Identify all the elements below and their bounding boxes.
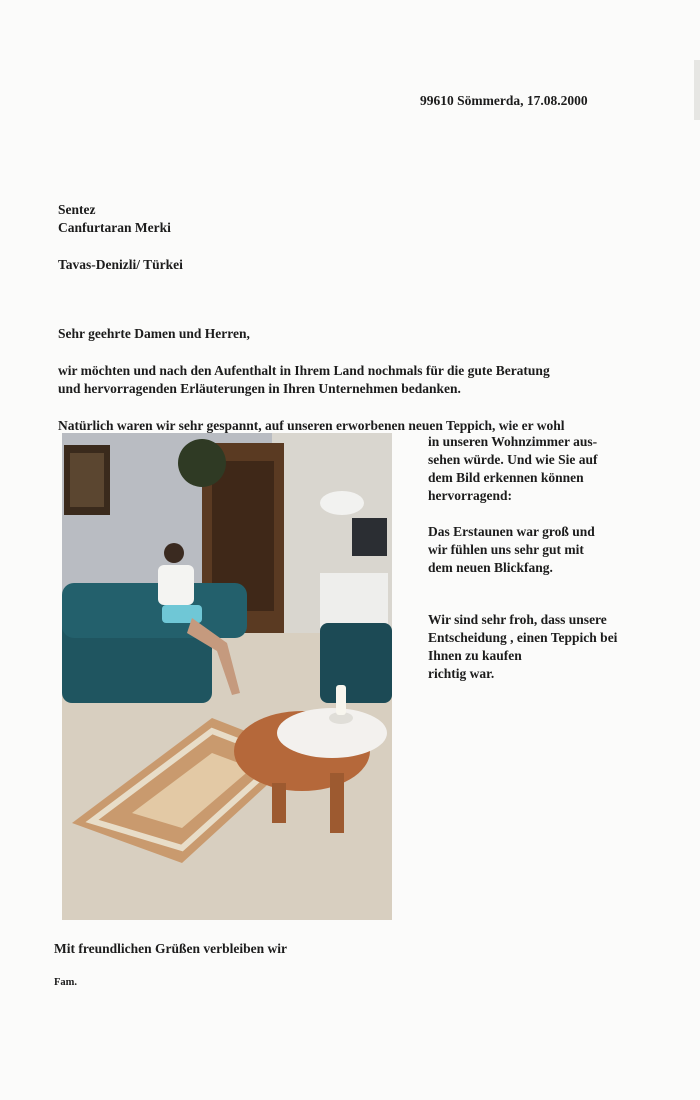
side-paragraph <box>428 523 617 577</box>
recipient-line-location: Tavas-Denizli/ Türkei <box>58 257 183 272</box>
signature: Fam. <box>54 977 78 988</box>
photo-armchair <box>320 623 392 703</box>
living-room-photo <box>62 433 392 920</box>
scan-edge-mark <box>694 60 700 120</box>
photo-lamp <box>320 491 364 515</box>
carpet-intro-line: Natürlich waren wir sehr gespannt, auf unseren erworbenen neuen Teppich, wie er wohl <box>58 418 565 433</box>
photo-illustration <box>62 433 392 920</box>
recipient-line-company: Sentez <box>58 202 96 217</box>
recipient-address <box>58 201 171 237</box>
photo-plant <box>178 439 226 487</box>
side-text <box>428 433 617 701</box>
side-line: dem Bild erkennen können <box>428 470 584 485</box>
closing-line: Mit freundlichen Grüßen verbleiben wir <box>54 941 287 956</box>
thanks-line: und hervorragenden Erläuterungen in Ihren Unternehmen bedanken. <box>58 381 461 396</box>
side-line: in unseren Wohnzimmer aus- <box>428 434 598 449</box>
side-line: Das Erstaunen war groß und <box>428 524 595 539</box>
salutation: Sehr geehrte Damen und Herren, <box>58 326 250 341</box>
thanks-line: wir möchten und nach den Aufenthalt in Ihrem Land nochmals für die gute Beratung <box>58 363 550 378</box>
side-line: hervorragend: <box>428 488 512 503</box>
side-line: sehen würde. Und wie Sie auf <box>428 452 598 467</box>
photo-tv <box>352 518 387 556</box>
side-line: dem neuen Blickfang. <box>428 560 553 575</box>
photo-radiator <box>320 573 388 628</box>
side-paragraph <box>428 611 617 683</box>
side-paragraph <box>428 433 617 505</box>
side-line: wir fühlen uns sehr gut mit <box>428 542 584 557</box>
date-line: 99610 Sömmerda, 17.08.2000 <box>420 93 588 108</box>
side-line: richtig war. <box>428 666 495 681</box>
thanks-paragraph <box>58 362 550 398</box>
side-line: Entscheidung , einen Teppich bei <box>428 630 618 645</box>
recipient-line-name: Canfurtaran Merki <box>58 220 171 235</box>
photo-person <box>164 543 184 563</box>
side-line: Ihnen zu kaufen <box>428 648 522 663</box>
photo-candle <box>336 685 346 715</box>
side-line: Wir sind sehr froh, dass unsere <box>428 612 607 627</box>
